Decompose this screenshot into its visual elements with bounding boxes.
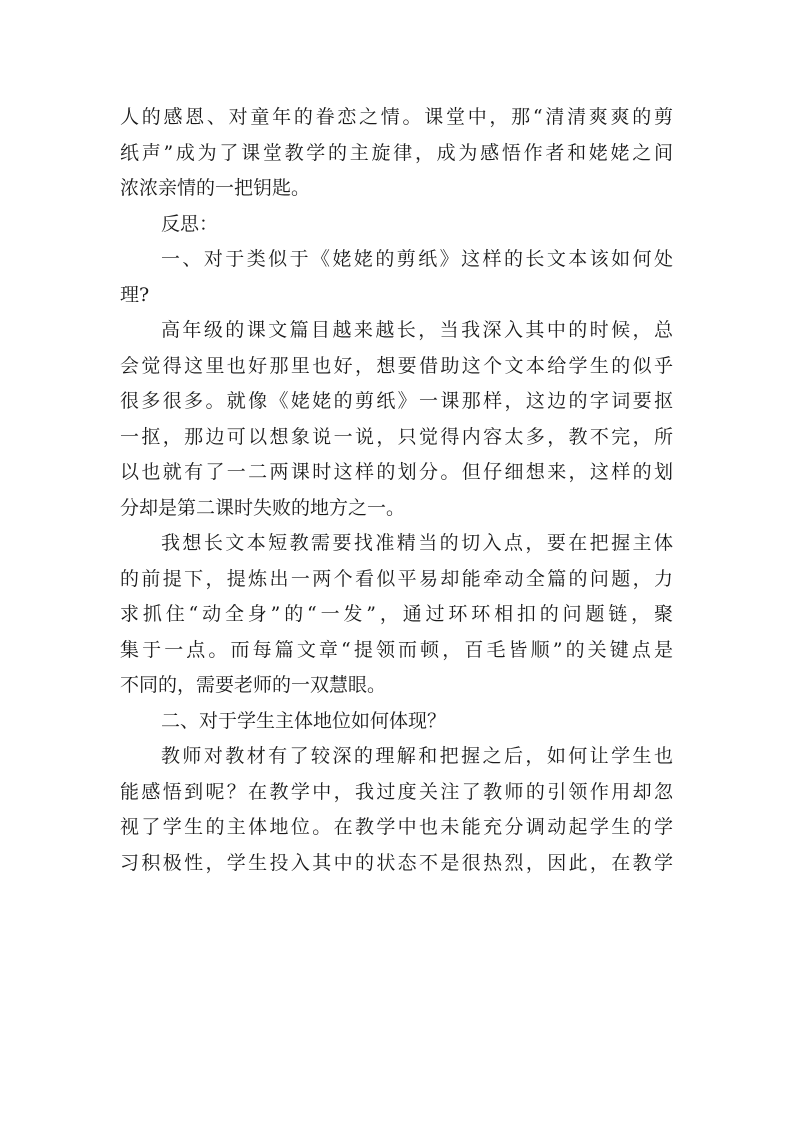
text-line: 一抠，那边可以想象说一说，只觉得内容太多，教不完，所 [120,425,673,448]
text-line: 人的感恩、对童年的眷恋之情。课堂中，那“清清爽爽的剪 [120,106,673,128]
text-line: 求抓住“动全身”的“一发”，通过环环相扣的问题链，聚 [120,603,673,625]
text-line: 习积极性，学生投入其中的状态不是很热烈，因此，在教学 [120,851,673,874]
text-line: 以也就有了一二两课时这样的划分。但仔细想来，这样的划 [120,461,673,483]
text-line: 能感悟到呢？在教学中，我过度关注了教师的引领作用却忽 [120,780,673,803]
question-heading-2: 二、对于学生主体地位如何体现？ [161,709,447,732]
text-line: 会觉得这里也好那里也好，想要借助这个文本给学生的似乎 [120,354,673,377]
text-line: 不同的，需要老师的一双慧眼。 [120,674,387,696]
text-line: 浓浓亲情的一把钥匙。 [120,177,311,199]
text-line: 高年级的课文篇目越来越长，当我深入其中的时候，总 [161,319,673,341]
question-heading-1: 一、对于类似于《姥姥的剪纸》这样的长文本该如何处 [161,248,673,270]
text-line: 视了学生的主体地位。在教学中也未能充分调动起学生的学 [120,816,673,838]
text-line: 纸声”成为了课堂教学的主旋律，成为感悟作者和姥姥之间 [120,141,673,164]
text-line: 教师对教材有了较深的理解和把握之后，如何让学生也 [161,745,673,767]
section-heading-reflection: 反思： [161,212,219,235]
text-line: 集于一点。而每篇文章“提领而顿，百毛皆顺”的关键点是 [120,638,673,661]
question-heading-1-cont: 理? [120,283,150,306]
text-line: 我想长文本短教需要找准精当的切入点，要在把握主体 [161,532,673,554]
document-body [120,100,673,881]
text-line: 的前提下，提炼出一两个看似平易却能牵动全篇的问题，力 [120,567,673,590]
text-line: 分却是第二课时失败的地方之一。 [120,496,406,519]
text-line: 很多很多。就像《姥姥的剪纸》一课那样，这边的字词要抠 [120,390,673,412]
